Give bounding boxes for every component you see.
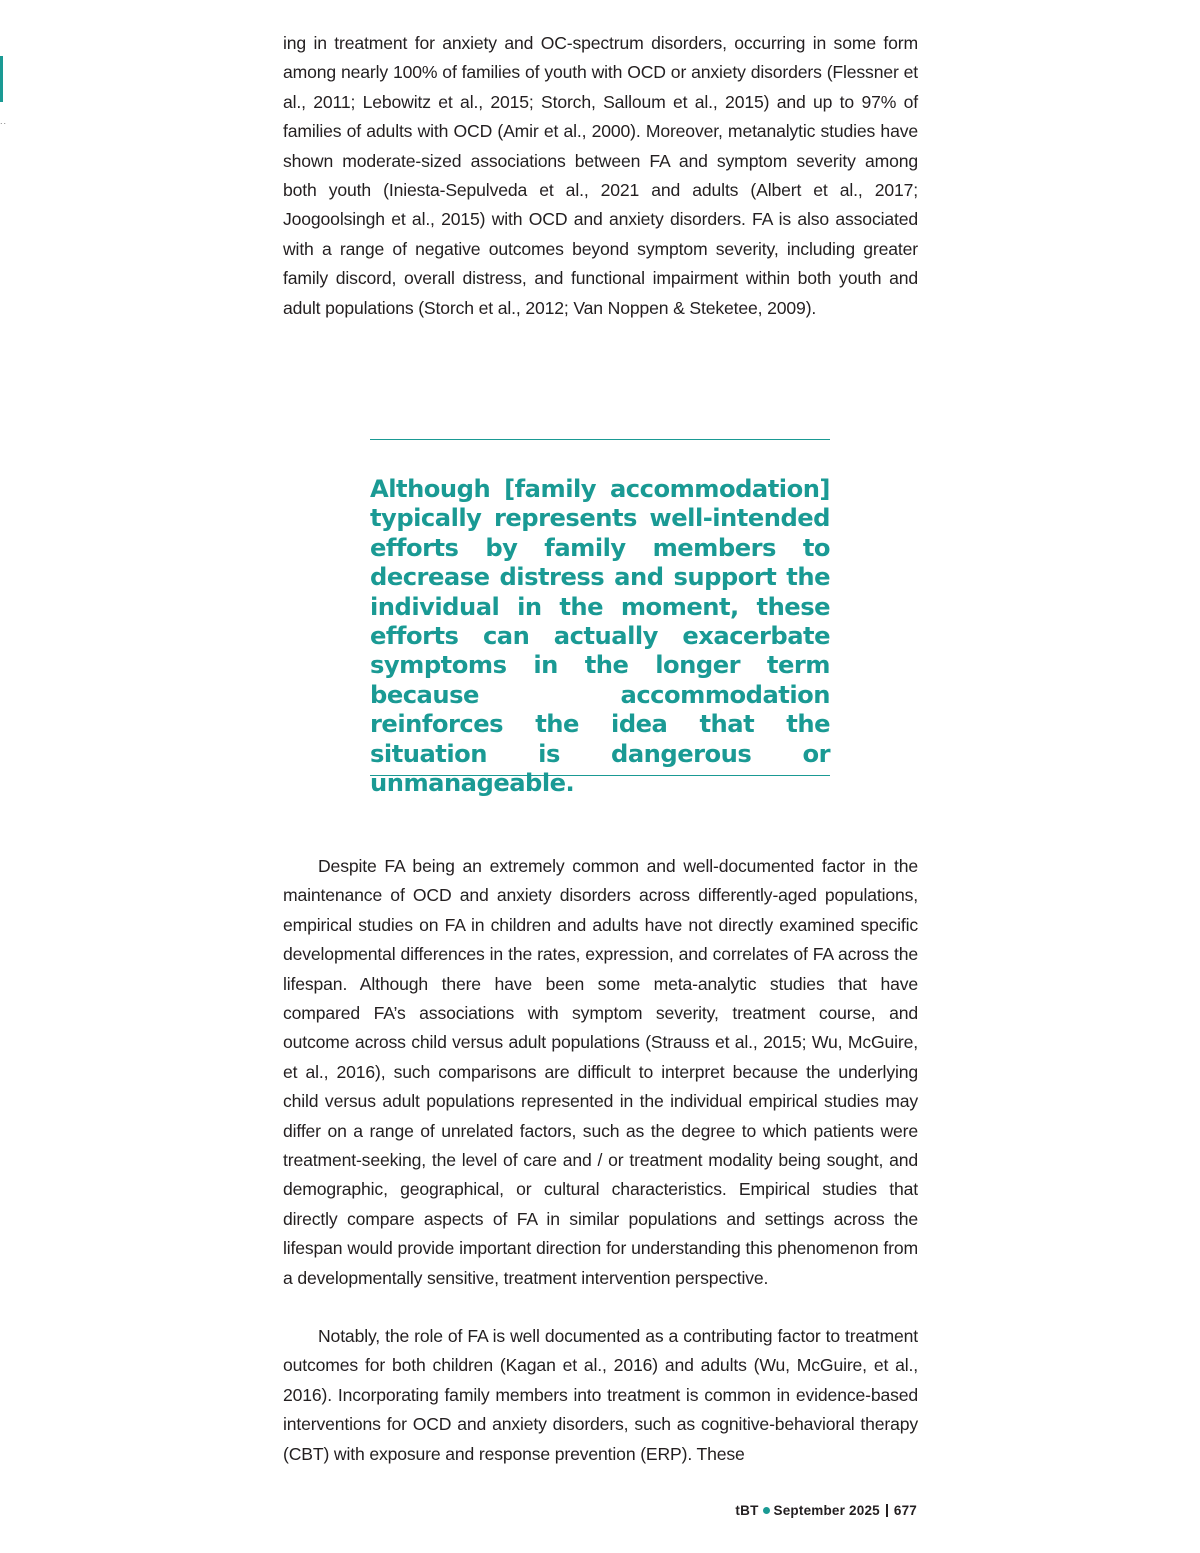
footer-journal: tBT bbox=[735, 1503, 759, 1518]
pull-quote-bottom-rule bbox=[370, 775, 830, 776]
paragraph-top: ing in treatment for anxiety and OC-spectrum disorders, occurring in some form among nearly 100% of families of youth with OCD or anxiety disorders (Flessner et al., 2011; Lebowitz et al., 2015; Storch, Salloum et al., 2015) and up to 97% of families of adults with OCD (Amir et al., 2000). Moreover, metanalytic studies have shown moderate-sized associations between FA and symptom severity among both youth (Iniesta-Sepulveda et al., 2021 and adults (Albert et al., 2017; Joogoolsingh et al., 2015) with OCD and anxiety disorders. FA is also associated with a range of negative outcomes beyond symptom severity, including greater family discord, overall distress, and functional impairment within both youth and adult populations (Storch et al., 2012; Van Noppen & Steketee, 2009). bbox=[283, 33, 918, 318]
margin-accent-bar bbox=[0, 56, 3, 102]
footer-issue: September 2025 bbox=[773, 1503, 880, 1518]
pull-quote: Although [family accommodation] typically represents well-intended efforts by family members to decrease distress and support the individual in the moment, these efforts can actually exacerbate symptoms in the longer term because accommodation reinforces the idea that the situation is dangerous or unmanageable. bbox=[370, 475, 830, 798]
paragraph-notably: Notably, the role of FA is well documented as a contributing factor to treatment outcomes for both children (Kagan et al., 2016) and adults (Wu, McGuire, et al., 2016). Incorporating family members into treatment is common in evidence-based interventions for OCD and anxiety disorders, such as cognitive-behavioral therapy (CBT) with exposure and response prevention (ERP). These bbox=[283, 1326, 918, 1464]
margin-marker: .. bbox=[0, 116, 8, 126]
paragraph-despite: Despite FA being an extremely common and well-documented factor in the maintenance of OCD and anxiety disorders across differently-aged populations, empirical studies on FA in children and adults have not directly examined specific developmental differences in the rates, expression, and correlates of FA across the lifespan. Although there have been some meta-analytic studies that have compared FA’s associations with symptom severity, treatment course, and outcome across child versus adult populations (Strauss et al., 2015; Wu, McGuire, et al., 2016), such comparisons are difficult to interpret because the underlying child versus adult populations represented in the individual empirical studies may differ on a range of unrelated factors, such as the degree to which patients were treatment-seeking, the level of care and / or treatment modality being sought, and demographic, geographical, or cultural characteristics. Empirical studies that directly compare aspects of FA in similar populations and settings across the lifespan would provide important direction for understanding this phenomenon from a developmentally sensitive, treatment intervention perspective. bbox=[283, 856, 918, 1288]
bullet-dot-icon bbox=[763, 1507, 770, 1514]
footer-page-number: 677 bbox=[893, 1503, 917, 1518]
page-footer bbox=[735, 1503, 917, 1518]
separator-bar-icon bbox=[886, 1504, 888, 1517]
pull-quote-top-rule bbox=[370, 439, 830, 440]
